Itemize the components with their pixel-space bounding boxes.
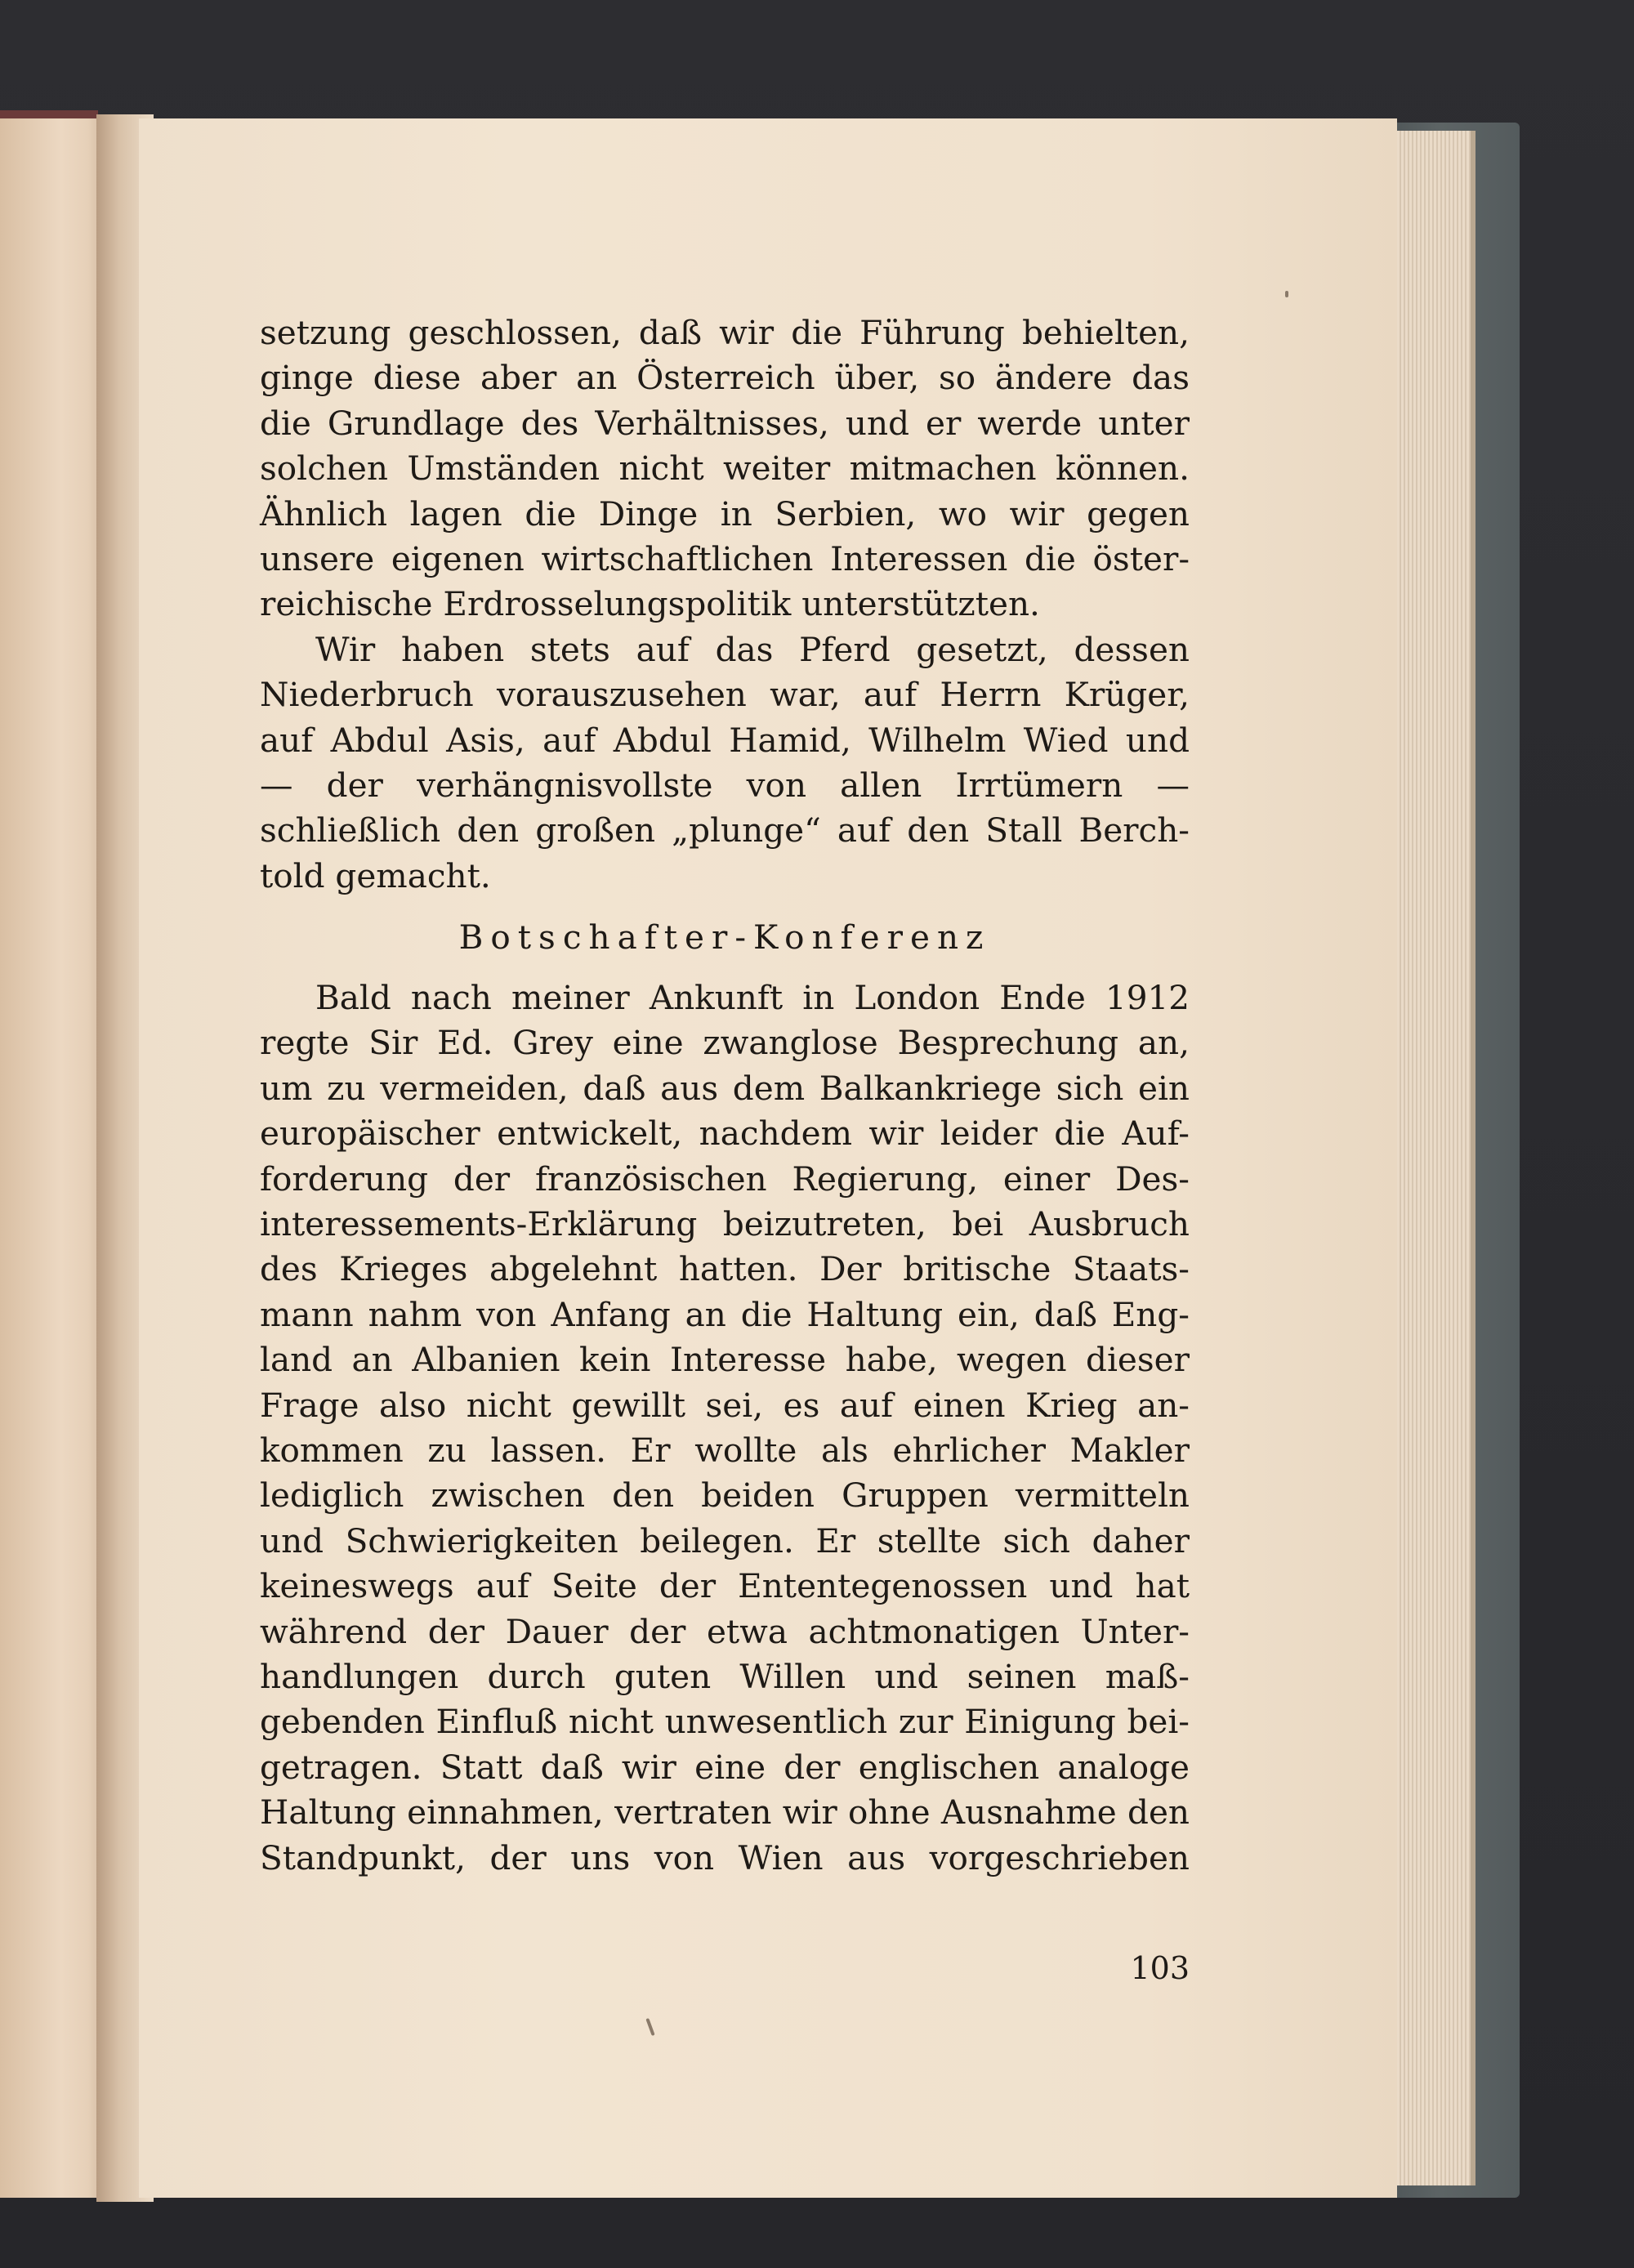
text-line: unsere eigenen wirtschaftlichen Interessen die öster- — [260, 538, 1190, 578]
paper-speck — [1285, 291, 1288, 297]
text-line: auf Abdul Asis, auf Abdul Hamid, Wilhelm Wied und — [260, 720, 1190, 760]
text-line: getragen. Statt daß wir eine der englischen analoge — [260, 1747, 1190, 1787]
text-line: Standpunkt, der uns von Wien aus vorgeschrieben — [260, 1837, 1190, 1877]
text-line: während der Dauer der etwa achtmonatigen Unter- — [260, 1611, 1190, 1651]
page-edges — [1393, 131, 1476, 2185]
text-line: regte Sir Ed. Grey eine zwanglose Besprechung an, — [260, 1023, 1190, 1063]
text-line: told gemacht. — [260, 855, 491, 895]
text-line: Frage also nicht gewillt sei, es auf einen Krieg an- — [260, 1385, 1190, 1425]
text-line: Haltung einnahmen, vertraten wir ohne Ausnahme den — [260, 1793, 1190, 1833]
text-line: gebenden Einfluß nicht unwesentlich zur Einigung bei- — [260, 1702, 1190, 1742]
text-line: Wir haben stets auf das Pferd gesetzt, dessen — [315, 629, 1190, 669]
text-line: keineswegs auf Seite der Ententegenossen und hat — [260, 1566, 1190, 1606]
text-line: Ähnlich lagen die Dinge in Serbien, wo wir gegen — [260, 493, 1190, 534]
text-line: handlungen durch guten Willen und seinen maß- — [260, 1656, 1190, 1696]
text-line: und Schwierigkeiten beilegen. Er stellte sich daher — [260, 1520, 1190, 1560]
text-line: des Krieges abgelehnt hatten. Der britische Staats- — [260, 1249, 1190, 1289]
text-line: um zu vermeiden, daß aus dem Balkankriege sich ein — [260, 1068, 1190, 1108]
text-line: schließlich den großen „plunge“ auf den Stall Berch- — [260, 810, 1190, 850]
text-line: mann nahm von Anfang an die Haltung ein, daß Eng- — [260, 1294, 1190, 1334]
text-line: Bald nach meiner Ankunft in London Ende 1912 — [315, 978, 1190, 1018]
text-line: setzung geschlossen, daß wir die Führung behielten, — [260, 313, 1190, 352]
page-number: 103 — [1130, 1950, 1190, 1986]
text-line: ginge diese aber an Österreich über, so ändere das — [260, 358, 1190, 398]
text-line: kommen zu lassen. Er wollte als ehrlicher Makler — [260, 1430, 1190, 1470]
text-line: interessements-Erklärung beizutreten, bei Ausbruch — [260, 1204, 1190, 1244]
text-line: — der verhängnisvollste von allen Irrtümern — — [260, 765, 1190, 805]
previous-page — [0, 118, 110, 2198]
text-line: forderung der französischen Regierung, einer Des- — [260, 1159, 1190, 1199]
text-line: lediglich zwischen den beiden Gruppen vermitteln — [260, 1476, 1190, 1516]
page-text — [260, 310, 1190, 1881]
text-line: solchen Umständen nicht weiter mitmachen können. — [260, 449, 1190, 489]
text-line: land an Albanien kein Interesse habe, wegen dieser — [260, 1340, 1190, 1380]
text-line: die Grundlage des Verhältnisses, und er werde unter — [260, 403, 1190, 443]
section-heading: Botschafter-Konferenz — [458, 917, 991, 958]
text-line: reichische Erdrosselungspolitik unterstützten. — [260, 584, 1040, 624]
text-line: europäischer entwickelt, nachdem wir leider die Auf- — [260, 1114, 1190, 1154]
text-line: Niederbruch vorauszusehen war, auf Herrn Krüger, — [260, 675, 1190, 715]
